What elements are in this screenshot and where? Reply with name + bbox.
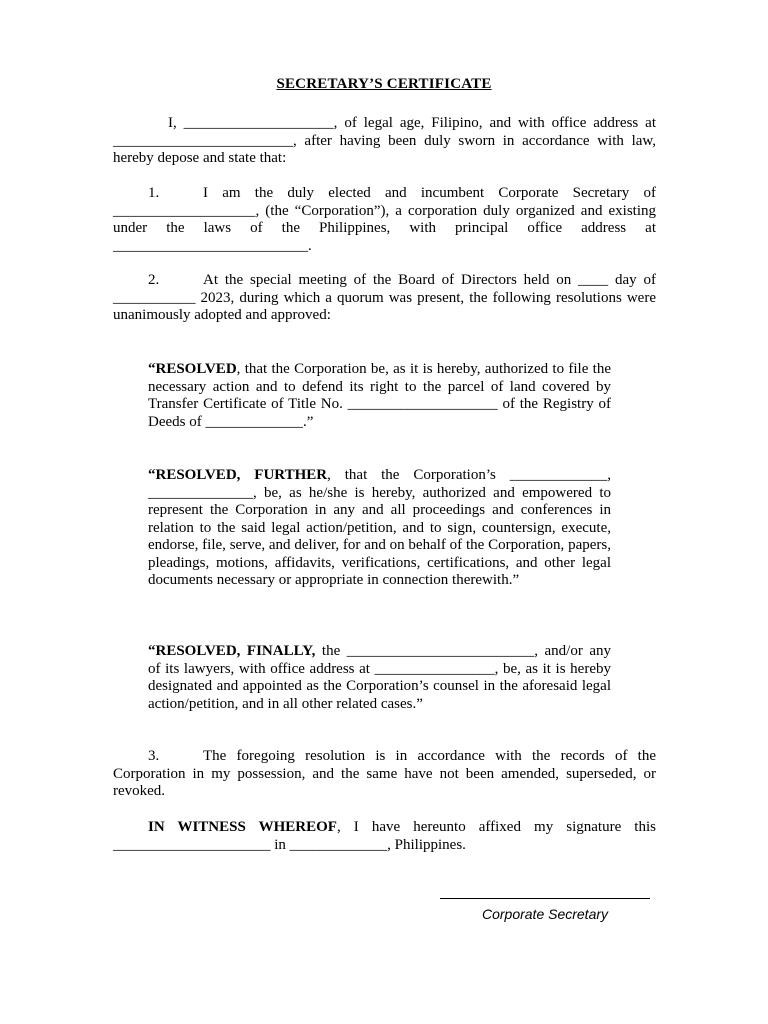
paragraph-number: 3. xyxy=(148,748,160,764)
resolution-lead: “RESOLVED, FINALLY, xyxy=(148,643,316,659)
paragraph-text: The foregoing resolution is in accordance with the records of the Corporation in my possession, and the same have not been amended, superseded, or revoked. xyxy=(113,748,656,799)
resolution-1 xyxy=(148,361,611,431)
resolution-3 xyxy=(148,643,611,713)
resolution-2 xyxy=(148,467,611,590)
witness-paragraph xyxy=(113,819,656,854)
witness-lead: IN WITNESS WHEREOF xyxy=(148,819,337,835)
paragraph-text: I am the duly elected and incumbent Corporate Secretary of ___________________, (the “Corporation”), a corporation duly organized and existing under the laws of the Philippines, with principal office address at __________________________. xyxy=(113,185,656,254)
signature-label: Corporate Secretary xyxy=(481,906,609,922)
witness-text: , I have hereunto affixed my signature this _____________________ in _____________, Philippines. xyxy=(113,819,656,853)
numbered-paragraph-1 xyxy=(113,185,656,255)
paragraph-number: 1. xyxy=(148,185,160,201)
intro-text: I, ____________________, of legal age, Filipino, and with office address at ________________________, after having been duly sworn in accordance with law, hereby depose and state that: xyxy=(113,115,656,166)
intro-paragraph xyxy=(113,115,656,168)
paragraph-text: At the special meeting of the Board of Directors held on ____ day of ___________ 2023, during which a quorum was present, the following resolutions were unanimously adopted and approved: xyxy=(113,272,656,323)
resolution-lead: “RESOLVED, FURTHER xyxy=(148,467,328,483)
document-title: SECRETARY’S CERTIFICATE xyxy=(276,76,492,92)
resolution-text: , that the Corporation’s _____________, ______________, be, as he/she is hereby, authorized and empowered to represent the Corporation in any and all proceedings and conferences in relation to the said legal action/petition, and to sign, countersign, execute, endorse, file, serve, and deliver, for and on behalf of the Corporation, papers, pleadings, motions, affidavits, verifications, certifications, and other legal documents necessary or appropriate in connection therewith.” xyxy=(148,467,611,588)
resolution-text: the _________________________, and/or any of its lawyers, with office address at ________________, be, as it is hereby designated and appointed as the Corporation’s counsel in the aforesaid legal action/petition, and in all other related cases.” xyxy=(148,643,611,712)
resolution-text: , that the Corporation be, as it is hereby, authorized to file the necessary action and to defend its right to the parcel of land covered by Transfer Certificate of Title No. ____________________ of the Registry of Deeds of _____________.” xyxy=(148,361,611,430)
signature-line xyxy=(440,898,650,899)
numbered-paragraph-3 xyxy=(113,748,656,801)
numbered-paragraph-2 xyxy=(113,272,656,325)
paragraph-number: 2. xyxy=(148,272,160,288)
resolution-lead: “RESOLVED xyxy=(148,361,237,377)
